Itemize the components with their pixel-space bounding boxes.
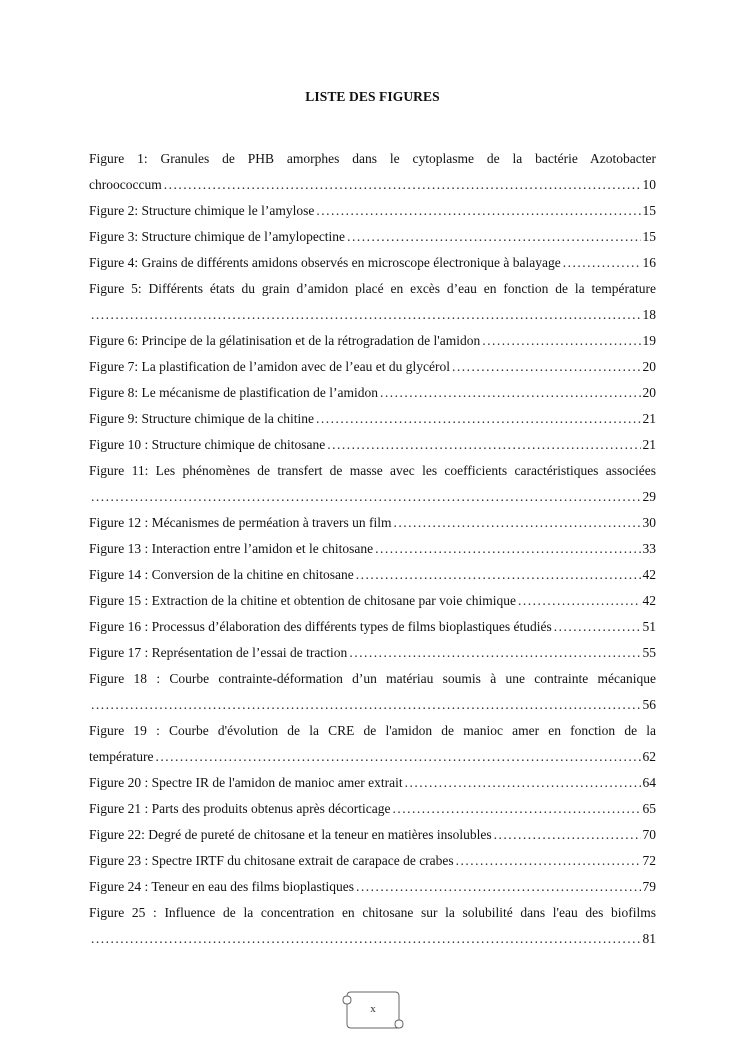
figure-entry-line: [89, 874, 656, 900]
figure-page-number: 20: [642, 385, 656, 400]
figure-page-number: 70: [642, 827, 656, 842]
figure-entry-line: [89, 198, 656, 224]
figure-entry: [89, 380, 656, 406]
figure-page-number: 15: [642, 203, 656, 218]
figure-entry: [89, 640, 656, 666]
page-title: LISTE DES FIGURES: [305, 89, 440, 104]
figure-entry-text: Figure 5: Différents états du grain d’amidon placé en excès d’eau en fonction de la température: [89, 281, 656, 296]
page-number: x: [370, 1003, 376, 1015]
figure-entry-line: [89, 796, 656, 822]
figure-entry-line: [89, 380, 656, 406]
dot-leader: [482, 328, 640, 354]
dot-leader: [356, 874, 640, 900]
figure-page-number: 10: [642, 177, 656, 192]
dot-leader: [316, 198, 640, 224]
figure-entry-line: [89, 562, 656, 588]
dot-leader: [452, 354, 641, 380]
figure-entry-line: [89, 640, 656, 666]
figure-entry-line: [89, 484, 656, 510]
figure-page-number: 21: [642, 411, 656, 426]
figure-page-number: 55: [642, 645, 656, 660]
figure-entry-line: [89, 770, 656, 796]
figure-entry-title: température: [89, 749, 154, 764]
figure-entry-text: Figure 19 : Courbe d'évolution de la CRE de l'amidon de manioc amer en fonction de la: [89, 723, 656, 738]
figure-page-number: 18: [642, 307, 656, 322]
dot-leader: [164, 172, 641, 198]
figure-page-number: 21: [642, 437, 656, 452]
figure-entry-line: [89, 744, 656, 770]
figure-entry: [89, 224, 656, 250]
figure-page-number: 30: [642, 515, 656, 530]
figure-entry: [89, 900, 656, 952]
dot-leader: [91, 302, 641, 328]
figure-page-number: 42: [642, 567, 656, 582]
figure-entry: [89, 614, 656, 640]
figure-entry-title: chroococcum: [89, 177, 162, 192]
figure-entry-line: [89, 354, 656, 380]
figure-page-number: 42: [642, 593, 656, 608]
figure-page-number: 20: [642, 359, 656, 374]
figure-entry: [89, 536, 656, 562]
dot-leader: [91, 692, 641, 718]
dot-leader: [394, 510, 641, 536]
figure-entry-title: Figure 9: Structure chimique de la chitine: [89, 411, 314, 426]
figure-page-number: 62: [642, 749, 656, 764]
figure-page-number: 65: [642, 801, 656, 816]
figure-entry: [89, 770, 656, 796]
figure-page-number: 29: [642, 489, 656, 504]
figure-entry-title: Figure 3: Structure chimique de l’amylopectine: [89, 229, 346, 244]
dot-leader: [405, 770, 641, 796]
figure-entry-title: Figure 21 : Parts des produits obtenus après décorticage: [89, 801, 391, 816]
figure-entry-line: [89, 536, 656, 562]
figure-entry-text: Figure 18 : Courbe contrainte-déformation d’un matériau soumis à une contrainte mécanique: [89, 671, 656, 686]
figure-entry-line: [89, 822, 656, 848]
figure-entry: [89, 354, 656, 380]
figure-entry-line: [89, 406, 656, 432]
figure-page-number: 56: [642, 697, 656, 712]
dot-leader: [327, 432, 640, 458]
figure-page-number: 33: [642, 541, 656, 556]
dot-leader: [380, 380, 640, 406]
figure-entry-line: [89, 328, 656, 354]
dot-leader: [349, 640, 640, 666]
figure-entry: [89, 874, 656, 900]
figure-entry-line: [89, 848, 656, 874]
figure-entry-line: [89, 510, 656, 536]
figure-page-number: 81: [642, 931, 656, 946]
figure-entry: [89, 796, 656, 822]
dot-leader: [356, 562, 641, 588]
figure-page-number: 51: [642, 619, 656, 634]
figure-list: [89, 146, 656, 952]
figure-entry-title: Figure 6: Principe de la gélatinisation et de la rétrogradation de l'amidon: [89, 333, 481, 348]
figure-page-number: 72: [642, 853, 656, 868]
figure-entry-title: Figure 24 : Teneur en eau des films bioplastiques: [89, 879, 355, 894]
figure-entry-title: Figure 16 : Processus d’élaboration des différents types de films bioplastiques étudiés: [89, 619, 552, 634]
figure-entry-text: Figure 1: Granules de PHB amorphes dans le cytoplasme de la bactérie Azotobacter: [89, 151, 656, 166]
figure-entry-title: Figure 4: Grains de différents amidons observés en microscope électronique à balayage: [89, 255, 561, 270]
figure-entry-line: [89, 614, 656, 640]
figure-page-number: 19: [642, 333, 656, 348]
figure-entry-text: Figure 25 : Influence de la concentration en chitosane sur la solubilité dans l'eau des biofilms: [89, 905, 656, 920]
figure-entry-title: Figure 2: Structure chimique le l’amylose: [89, 203, 315, 218]
figure-entry: [89, 276, 656, 328]
figure-entry-title: Figure 10 : Structure chimique de chitosane: [89, 437, 326, 452]
figure-entry-title: Figure 15 : Extraction de la chitine et obtention de chitosane par voie chimique: [89, 593, 516, 608]
dot-leader: [554, 614, 641, 640]
figure-entry-line: [89, 926, 656, 952]
figure-entry-title: Figure 20 : Spectre IR de l'amidon de manioc amer extrait: [89, 775, 403, 790]
figure-entry-title: Figure 7: La plastification de l’amidon avec de l’eau et du glycérol: [89, 359, 450, 374]
dot-leader: [155, 744, 640, 770]
dot-leader: [518, 588, 641, 614]
dot-leader: [456, 848, 641, 874]
figure-entry-title: Figure 22: Degré de pureté de chitosane et la teneur en matières insolubles: [89, 827, 492, 842]
figure-entry: [89, 718, 656, 770]
figure-entry: [89, 458, 656, 510]
figure-page-number: 16: [642, 255, 656, 270]
figure-entry-title: Figure 13 : Interaction entre l’amidon et le chitosane: [89, 541, 374, 556]
dot-leader: [91, 926, 641, 952]
figure-page-number: 15: [642, 229, 656, 244]
figure-entry-line: [89, 302, 656, 328]
dot-leader: [375, 536, 640, 562]
dot-leader: [347, 224, 640, 250]
figure-entry: [89, 510, 656, 536]
figure-entry: [89, 666, 656, 718]
figure-entry-line: [89, 692, 656, 718]
dot-leader: [392, 796, 640, 822]
figure-entry-line: [89, 432, 656, 458]
figure-entry-title: Figure 14 : Conversion de la chitine en chitosane: [89, 567, 354, 582]
figure-page-number: 79: [642, 879, 656, 894]
figure-entry-title: Figure 8: Le mécanisme de plastification de l’amidon: [89, 385, 379, 400]
figure-entry-line: [89, 250, 656, 276]
figure-entry: [89, 588, 656, 614]
figure-entry-title: Figure 12 : Mécanismes de perméation à travers un film: [89, 515, 392, 530]
figure-entry: [89, 432, 656, 458]
figure-entry: [89, 848, 656, 874]
figure-entry-line: [89, 588, 656, 614]
figure-entry-text: Figure 11: Les phénomènes de transfert de masse avec les coefficients caractéristiques associées: [89, 463, 656, 478]
figure-entry: [89, 198, 656, 224]
figure-entry: [89, 822, 656, 848]
dot-leader: [494, 822, 641, 848]
figure-entry: [89, 250, 656, 276]
dot-leader: [563, 250, 641, 276]
figure-entry-line: [89, 172, 656, 198]
figure-entry-title: Figure 23 : Spectre IRTF du chitosane extrait de carapace de crabes: [89, 853, 454, 868]
figure-entry-title: Figure 17 : Représentation de l’essai de traction: [89, 645, 348, 660]
figure-entry: [89, 562, 656, 588]
figure-page-number: 64: [642, 775, 656, 790]
dot-leader: [91, 484, 641, 510]
dot-leader: [316, 406, 641, 432]
figure-entry: [89, 406, 656, 432]
figure-entry-line: [89, 224, 656, 250]
figure-entry: [89, 328, 656, 354]
figure-entry: [89, 146, 656, 198]
